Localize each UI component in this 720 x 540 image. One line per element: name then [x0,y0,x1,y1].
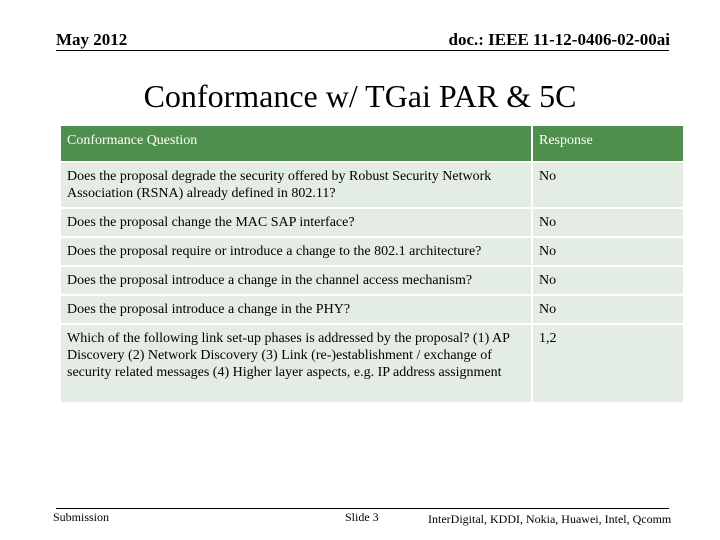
response-cell: No [533,296,683,323]
response-cell: No [533,209,683,236]
slide-title: Conformance w/ TGai PAR & 5C [143,78,577,114]
response-cell: No [533,163,683,207]
conformance-table [59,124,685,404]
question-cell: Does the proposal require or introduce a change to the 802.1 architecture? [61,238,531,265]
question-cell: Does the proposal change the MAC SAP interface? [61,209,531,236]
column-header-response: Response [533,126,683,161]
table-row [61,296,683,323]
question-cell: Does the proposal introduce a change in the channel access mechanism? [61,267,531,294]
table-row [61,267,683,294]
table-header-row [61,126,683,161]
response-cell: No [533,238,683,265]
header-doc-id: doc.: IEEE 11-12-0406-02-00ai [448,30,670,49]
table-row [61,238,683,265]
response-cell: 1,2 [533,325,683,402]
question-cell: Does the proposal introduce a change in the PHY? [61,296,531,323]
response-cell: No [533,267,683,294]
footer-authors: InterDigital, KDDI, Nokia, Huawei, Intel, Qcomm [428,512,672,526]
header-date: May 2012 [56,30,128,49]
column-header-question: Conformance Question [61,126,531,161]
question-cell: Which of the following link set-up phases is addressed by the proposal? (1) AP Discovery (2) Network Discovery (3) Link (re-)establishment / exchange of security related messages (4) Higher layer aspects, e.g. IP address assignment [61,325,531,402]
footer-divider [56,508,669,509]
footer-slide-number: Slide 3 [345,510,379,524]
question-cell: Does the proposal degrade the security offered by Robust Security Network Association (RSNA) already defined in 802.11? [61,163,531,207]
table-row [61,325,683,402]
footer-submission: Submission [53,510,110,524]
header-divider [56,50,669,51]
table-row [61,163,683,207]
table-row [61,209,683,236]
